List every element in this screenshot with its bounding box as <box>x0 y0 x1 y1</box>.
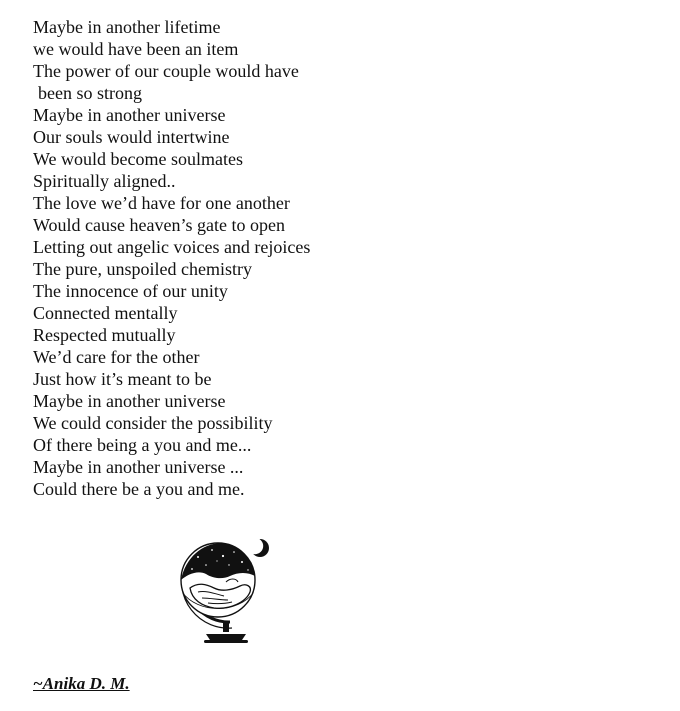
poem-line: The innocence of our unity <box>33 281 228 301</box>
poem-line: Our souls would intertwine <box>33 127 230 147</box>
poem-line: Maybe in another lifetime <box>33 17 221 37</box>
poem-line: We could consider the possibility <box>33 413 273 433</box>
poem-line: Respected mutually <box>33 325 176 345</box>
poem-line: Maybe in another universe ... <box>33 457 244 477</box>
poem-line: Could there be a you and me. <box>33 479 245 499</box>
poem-line: Letting out angelic voices and rejoices <box>33 237 311 257</box>
poem-line: We would become soulmates <box>33 149 243 169</box>
poem-line: Would cause heaven’s gate to open <box>33 215 285 235</box>
crescent-moon-icon <box>247 538 269 557</box>
poem-text <box>33 16 310 500</box>
poem-line: Of there being a you and me... <box>33 435 252 455</box>
poem-line: Maybe in another universe <box>33 391 226 411</box>
poem-line: The power of our couple would have <box>33 61 299 81</box>
poem-line: we would have been an item <box>33 39 239 59</box>
poem-line: Maybe in another universe <box>33 105 226 125</box>
poem-line: been so strong <box>38 83 142 103</box>
poem-line: The pure, unspoiled chemistry <box>33 259 252 279</box>
poem-line: The love we’d have for one another <box>33 193 290 213</box>
poem-line: Spiritually aligned.. <box>33 171 176 191</box>
globe-with-hand-and-moon-icon <box>168 532 274 647</box>
poem-line: We’d care for the other <box>33 347 200 367</box>
poem-line: Just how it’s meant to be <box>33 369 212 389</box>
author-signature: ~Anika D. M. <box>33 674 130 693</box>
poem-line: Connected mentally <box>33 303 178 323</box>
